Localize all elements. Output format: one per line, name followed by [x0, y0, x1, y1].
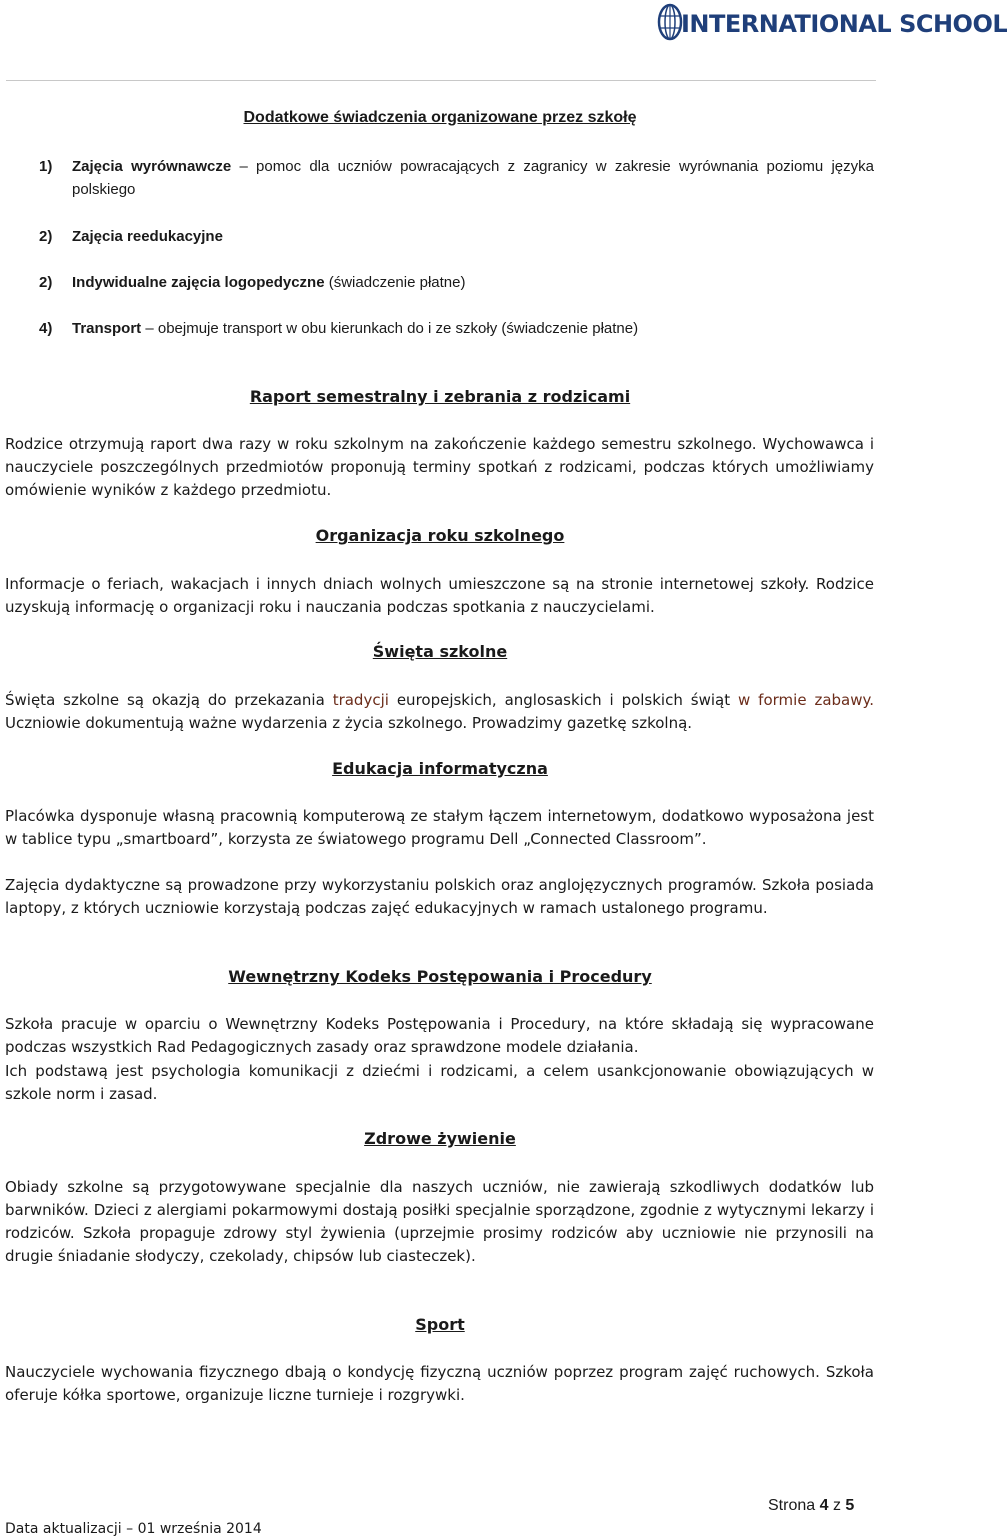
- swieta-text-e: Uczniowie dokumentują ważne wydarzenia z życia szkolnego. Prowadzimy gazetkę szkolną.: [5, 714, 693, 732]
- item-number: 4): [39, 320, 53, 337]
- page-prefix: Strona: [768, 1497, 820, 1514]
- zywienie-paragraph: Obiady szkolne są przygotowywane specjalnie dla naszych uczniów, nie zawierają szkodliwych dodatków lub barwników. Dzieci z alergiami pokarmowymi dostają posiłki specjalnie sporządzone, zgodnie z wytycznymi lekarzy i rodziców. Szkoła propaguje zdrowy styl żywienia (uprzejmie prosimy rodziców aby uczniowie nie przynosili na drugie śniadanie słodyczy, czekolady, chipsów lub ciasteczek).: [5, 1178, 874, 1265]
- swieta-text-a: Święta szkolne są okazją do przekazania: [5, 691, 333, 709]
- section-title-sport: Sport: [415, 1315, 465, 1334]
- page-current: 4: [819, 1497, 829, 1514]
- item-text: – obejmuje transport w obu kierunkach do i ze szkoły (świadczenie płatne): [141, 320, 639, 337]
- item-text: (świadczenie płatne): [324, 274, 466, 291]
- section-title-kodeks: Wewnętrzny Kodeks Postępowania i Procedury: [228, 967, 652, 986]
- item-label: Zajęcia wyrównawcze: [72, 158, 232, 175]
- item-number: 2): [39, 228, 53, 245]
- item-label: Transport: [72, 320, 142, 337]
- swieta-text-b: tradycji: [332, 691, 389, 709]
- section-title-raport: Raport semestralny i zebrania z rodzicami: [249, 387, 631, 406]
- organizacja-text-b: Rodzice uzyskują informację o organizacji roku i nauczania podczas spotkania z nauczycielami.: [5, 575, 874, 616]
- swieta-text-d: w formie zabawy.: [738, 691, 875, 709]
- header-divider: [6, 80, 876, 81]
- update-date: Data aktualizacji – 01 września 2014: [5, 1521, 262, 1537]
- item-number: 2): [39, 274, 53, 291]
- item-label: Indywidualne zajęcia logopedyczne: [72, 274, 325, 291]
- raport-paragraph: Rodzice otrzymują raport dwa razy w roku szkolnym na zakończenie każdego semestru szkolnego. Wychowawca i nauczyciele poszczególnych przedmiotów proponują terminy spotkań z rodzicami, podczas których umożliwiamy omówienie wyników z każdego przedmiotu.: [5, 435, 874, 499]
- kodeks-paragraph-1: Szkoła pracuje w oparciu o Wewnętrzny Kodeks Postępowania i Procedury, na które składają się wypracowane podczas wszystkich Rad Pedagogicznych zasady oraz sprawdzone modele działania.: [5, 1015, 874, 1056]
- page-total: 5: [845, 1497, 855, 1514]
- edukacja-paragraph-1: Placówka dysponuje własną pracownią komputerową ze stałym łączem internetowym, dodatkowo wyposażona jest w tablice typu „smartboard”, korzysta ze światowego programu Dell „Connected Classroom”.: [5, 807, 874, 848]
- kodeks-paragraph-2: Ich podstawą jest psychologia komunikacji z dziećmi i rodzicami, a celem usankcjonowanie obowiązujących w szkole norm i zasad.: [5, 1062, 874, 1103]
- list-item: [40, 155, 874, 201]
- section-title-zywienie: Zdrowe żywienie: [364, 1129, 516, 1148]
- organizacja-paragraph: [5, 573, 874, 619]
- section-title-edukacja: Edukacja informatyczna: [332, 759, 548, 778]
- item-text: – pomoc dla uczniów powracających z zagranicy w zakresie wyrównania poziomu języka polskiego: [72, 158, 874, 198]
- page-number: [768, 1497, 854, 1515]
- swieta-text-c: europejskich, anglosaskich i polskich świąt: [388, 691, 738, 709]
- swieta-paragraph: [5, 689, 874, 735]
- list-item: [40, 317, 874, 340]
- edukacja-paragraph-2: Zajęcia dydaktyczne są prowadzone przy wykorzystaniu polskich oraz anglojęzycznych programów. Szkoła posiada laptopy, z których uczniowie korzystają podczas zajęć edukacyjnych w ramach ustalonego programu.: [5, 876, 874, 917]
- school-logo: [655, 2, 1007, 46]
- section-title-dodatkowe: Dodatkowe świadczenia organizowane przez szkołę: [243, 109, 637, 126]
- list-item: [40, 225, 874, 248]
- item-label: Zajęcia reedukacyjne: [72, 228, 223, 245]
- logo-text: INTERNATIONAL SCHOOL: [681, 10, 1007, 38]
- organizacja-text-a: Informacje o feriach, wakacjach i innych dniach wolnych umieszczone są na stronie internetowej szkoły.: [5, 575, 810, 593]
- section-title-swieta: Święta szkolne: [372, 642, 508, 661]
- list-item: [40, 271, 874, 294]
- item-number: 1): [39, 158, 53, 175]
- sport-paragraph: Nauczyciele wychowania fizycznego dbają o kondycję fizyczną uczniów poprzez program zajęć ruchowych. Szkoła oferuje kółka sportowe, organizuje liczne turnieje i rozgrywki.: [5, 1363, 874, 1404]
- section-title-organizacja: Organizacja roku szkolnego: [315, 526, 565, 545]
- page-mid: z: [828, 1497, 846, 1514]
